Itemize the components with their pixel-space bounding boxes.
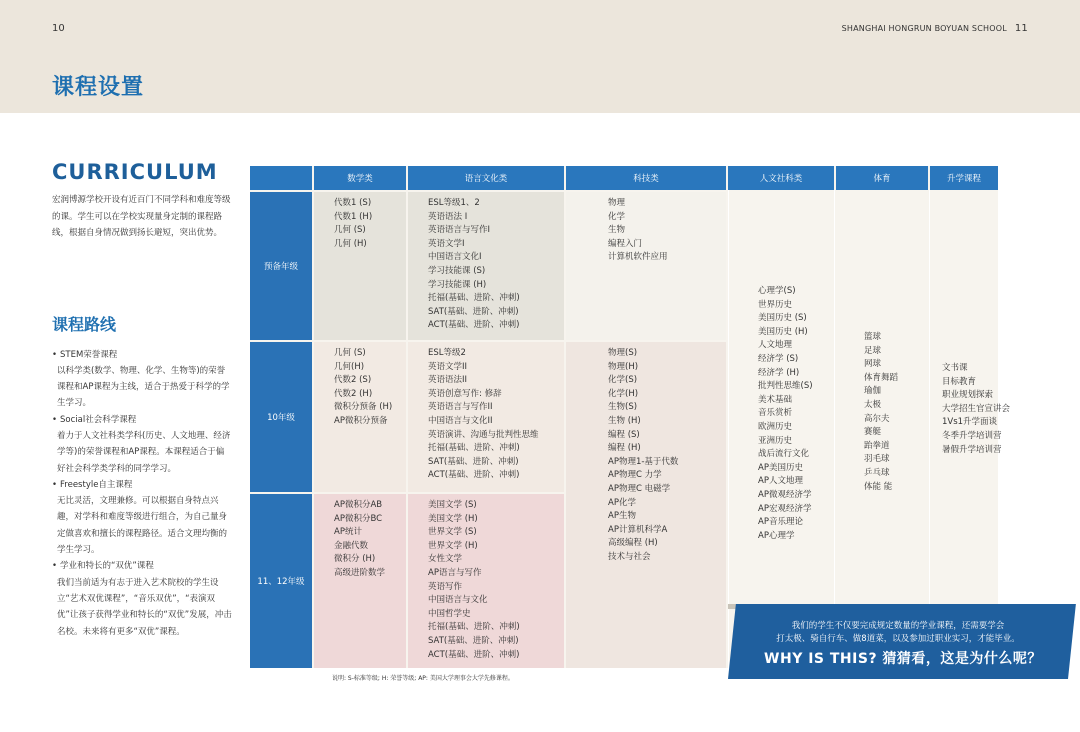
path-item (52, 347, 232, 412)
course-item: ACT(基础、进阶、冲刺) (428, 470, 520, 481)
course-item: 物理(H) (608, 361, 639, 372)
course-item: 美国文学 (S) (428, 500, 477, 510)
header-science: 科技类 (566, 166, 726, 190)
course-item: 物理(S) (608, 348, 638, 358)
banner-line-1: 我们的学生不仅要完成规定数量的学业课程，还需要学会 (791, 621, 1005, 631)
course-item: 微积分 (H) (334, 554, 376, 565)
course-item: AP计算机科学A (608, 524, 668, 535)
course-item: 学习技能课 (S) (428, 265, 486, 276)
course-item: 暑假升学培训营 (942, 444, 1002, 455)
course-item: ACT(基础、进阶、冲刺) (428, 649, 520, 660)
course-item: 太极 (864, 399, 882, 410)
course-item: AP人文地理 (758, 476, 803, 487)
course-item: 1Vs1升学面谈 (942, 417, 998, 428)
page-number-left: 10 (52, 23, 65, 34)
course-item: 跆拳道 (864, 440, 890, 451)
course-item: 心理学(S) (758, 286, 796, 296)
banner-question: WHY IS THIS? 猜猜看，这是为什么呢？ (764, 651, 1042, 667)
path-item (52, 558, 232, 639)
course-item: 人文地理 (758, 340, 793, 351)
cell-language-grade11-12 (408, 494, 564, 668)
cell-humanities (728, 280, 834, 580)
course-item: 编程 (S) (608, 429, 640, 440)
path-title: • Social社会科学课程 (52, 412, 232, 428)
course-item: 文书课 (942, 363, 968, 373)
cell-language-grade10 (408, 342, 564, 492)
course-item: 冬季升学培训营 (942, 430, 1002, 441)
page-title: 课程设置 (52, 75, 145, 100)
course-item: 英语文学II (428, 361, 468, 372)
course-item: 职业规划探索 (942, 390, 994, 401)
header-math: 数学类 (314, 166, 406, 190)
course-item: 化学 (608, 211, 626, 222)
course-item: 英语文学I (428, 238, 465, 249)
course-item: ACT(基础、进阶、冲刺) (428, 320, 520, 331)
path-desc: 无比灵活，文理兼修。可以根据自身特点兴趣，对学科和难度等级进行组合，为自己量身定做喜欢和擅长的课程路径。适合文理均衡的学生学习。 (57, 496, 228, 556)
banner-line-2: 打太极、骑自行车、做8道菜，以及参加过职业实习，才能毕业。 (776, 634, 1020, 644)
course-item: 金融代数 (334, 540, 369, 551)
course-item: 英语写作 (428, 581, 463, 592)
course-item: 英语语法 I (428, 211, 468, 222)
course-item: 托福(基础、进阶、冲刺) (428, 293, 520, 304)
header-language: 语言文化类 (408, 166, 564, 190)
path-desc: 以科学类(数学、物理、化学、生物等)的荣誉课程和AP课程为主线，适合于热爱于科学的学生学习。 (57, 365, 230, 409)
path-item (52, 412, 232, 477)
cell-science-prep (566, 192, 726, 340)
course-item: 亚洲历史 (758, 435, 793, 446)
path-title: • Freestyle自主课程 (52, 477, 232, 493)
header-sports: 体育 (836, 166, 928, 190)
path-list (52, 347, 232, 640)
course-item: SAT(基础、进阶、冲刺) (428, 635, 519, 646)
course-item: AP心理学 (758, 530, 795, 541)
course-item: 羽毛球 (864, 454, 890, 465)
page-number-right: 11 (1014, 23, 1028, 34)
course-item: 英语创意写作: 修辞 (428, 388, 502, 399)
course-item: AP宏观经济学 (758, 503, 812, 514)
course-item: 英语语言与写作I (428, 225, 491, 236)
course-item: SAT(基础、进阶、冲刺) (428, 306, 519, 317)
course-item: AP物理1-基于代数 (608, 456, 679, 467)
course-item: 世界文学 (H) (428, 540, 478, 551)
left-column (52, 160, 232, 640)
course-item: 高级编程 (H) (608, 538, 658, 549)
path-desc: 着力于人文社科类学科(历史、人文地理、经济学等)的荣誉课程和AP课程。本课程适合于偏好社会科学类学科的同学学习。 (57, 430, 231, 474)
column-divider (834, 190, 835, 668)
course-item: AP生物 (608, 511, 636, 522)
why-banner (728, 604, 1068, 679)
course-item: 英语演讲、沟通与批判性思维 (428, 429, 539, 440)
course-item: 中国语言文化I (428, 252, 482, 263)
course-item: AP物理C 电磁学 (608, 483, 671, 494)
course-item: 英语语法II (428, 375, 468, 386)
course-item: AP微观经济学 (758, 489, 812, 500)
course-item: 学习技能课 (H) (428, 279, 487, 290)
course-item: AP美国历史 (758, 462, 803, 473)
course-item: 世界历史 (758, 299, 793, 310)
table-footnote: 说明: S-标准等级; H: 荣誉等级; AP: 美国大学理事会大学先修课程。 (332, 675, 514, 682)
header-corner (250, 166, 312, 190)
course-item: AP化学 (608, 497, 636, 508)
row-label-prep: 预备年级 (250, 192, 312, 340)
row-label-grade10: 10年级 (250, 342, 312, 492)
course-item: AP物理C 力学 (608, 470, 662, 481)
path-title: • 学业和特长的“双优”课程 (52, 558, 232, 574)
course-item: 高级进阶数学 (334, 567, 386, 578)
course-item: 音乐赏析 (758, 408, 793, 419)
course-item: 战后流行文化 (758, 449, 810, 460)
course-item: 代数2 (S) (334, 375, 372, 386)
course-item: AP统计 (334, 527, 362, 538)
course-item: 化学(H) (608, 388, 639, 399)
cell-math-prep (314, 192, 406, 340)
column-divider (728, 190, 729, 668)
course-item: ESL等级1、2 (428, 198, 480, 208)
course-item: 世界文学 (S) (428, 527, 477, 538)
course-item: AP微积分BC (334, 513, 383, 524)
course-item: 经济学 (S) (758, 353, 799, 364)
course-item: 中国语言与文化II (428, 415, 493, 426)
course-item: SAT(基础、进阶、冲刺) (428, 456, 519, 467)
course-item: 网球 (864, 359, 882, 370)
course-item: 生物 (608, 225, 626, 236)
course-item: AP微积分预备 (334, 415, 388, 426)
course-item: 几何 (S) (334, 348, 366, 358)
course-item: 大学招生官宣讲会 (942, 403, 1011, 414)
course-item: 托福(基础、进阶、冲刺) (428, 622, 520, 633)
path-heading: 课程路线 (52, 314, 117, 334)
course-item: 目标教育 (942, 376, 977, 387)
course-item: 编程 (H) (608, 443, 641, 454)
course-item: 中国哲学史 (428, 608, 471, 619)
page-header (0, 0, 1080, 113)
cell-sports (836, 326, 928, 496)
course-item: AP音乐理论 (758, 517, 803, 528)
cell-language-prep (408, 192, 564, 340)
course-item: 美国历史 (S) (758, 313, 807, 324)
header-advancement: 升学课程 (930, 166, 998, 190)
course-item: 技术与社会 (608, 551, 651, 562)
path-desc: 我们当前适为有志于进入艺术院校的学生设立“艺术双优课程”，“音乐双优”，“表演双优”让孩子获得学业和特长的“双优”发展，冲击名校。未来将有更多“双优”课程。 (57, 577, 232, 637)
curriculum-table (250, 166, 1011, 668)
course-item: 编程入门 (608, 238, 643, 249)
course-item: 美国文学 (H) (428, 513, 478, 524)
course-item: 批判性思维(S) (758, 381, 813, 392)
course-item: 美术基础 (758, 394, 793, 405)
course-item: 经济学 (H) (758, 367, 800, 378)
course-item: ESL等级2 (428, 348, 466, 358)
course-item: 生物 (H) (608, 415, 641, 426)
course-item: 女性文学 (428, 554, 463, 565)
cell-math-grade10 (314, 342, 406, 492)
course-item: 体能 能 (864, 481, 893, 492)
course-item: 几何 (S) (334, 225, 366, 236)
running-header (842, 23, 1028, 34)
path-title: • STEM荣誉课程 (52, 347, 232, 363)
course-item: 瑜伽 (864, 386, 882, 397)
curriculum-heading: CURRICULUM (52, 160, 218, 184)
course-item: 足球 (864, 345, 882, 356)
course-item: AP语言与写作 (428, 567, 482, 578)
course-item: 体育舞蹈 (864, 372, 899, 383)
course-item: 篮球 (864, 332, 882, 342)
header-humanities: 人文社科类 (728, 166, 834, 190)
school-name: SHANGHAI HONGRUN BOYUAN SCHOOL (841, 24, 1007, 33)
cell-science-upper (566, 342, 726, 668)
course-item: 代数2 (H) (334, 388, 373, 399)
course-item: 英语语言与写作II (428, 402, 493, 413)
course-item: 乒乓球 (864, 467, 890, 478)
path-item (52, 477, 232, 558)
intro-paragraph: 宏润博源学校开设有近百门不同学科和难度等级的课。学生可以在学校实现量身定制的课程路线，根据自身情况做到扬长避短，突出优势。 (52, 195, 231, 238)
course-item: 几何 (H) (334, 238, 367, 249)
column-divider (929, 190, 930, 668)
course-item: 生物(S) (608, 402, 638, 413)
course-item: 美国历史 (H) (758, 326, 808, 337)
course-item: 代数1 (H) (334, 211, 373, 222)
course-item: 化学(S) (608, 375, 638, 386)
course-item: AP微积分AB (334, 500, 383, 510)
course-item: 物理 (608, 198, 626, 208)
course-item: 计算机软件应用 (608, 252, 668, 263)
cell-math-grade11-12 (314, 494, 406, 668)
course-item: 中国语言与文化 (428, 595, 488, 606)
course-item: 赛艇 (864, 427, 882, 438)
row-label-grade11-12: 11、12年级 (250, 494, 312, 668)
course-item: 微积分预备 (H) (334, 402, 393, 413)
course-item: 几何(H) (334, 361, 365, 372)
course-item: 代数1 (S) (334, 198, 372, 208)
cell-advancement (930, 357, 1011, 467)
course-item: 高尔夫 (864, 413, 890, 424)
course-item: 欧洲历史 (758, 421, 793, 432)
course-item: 托福(基础、进阶、冲刺) (428, 443, 520, 454)
